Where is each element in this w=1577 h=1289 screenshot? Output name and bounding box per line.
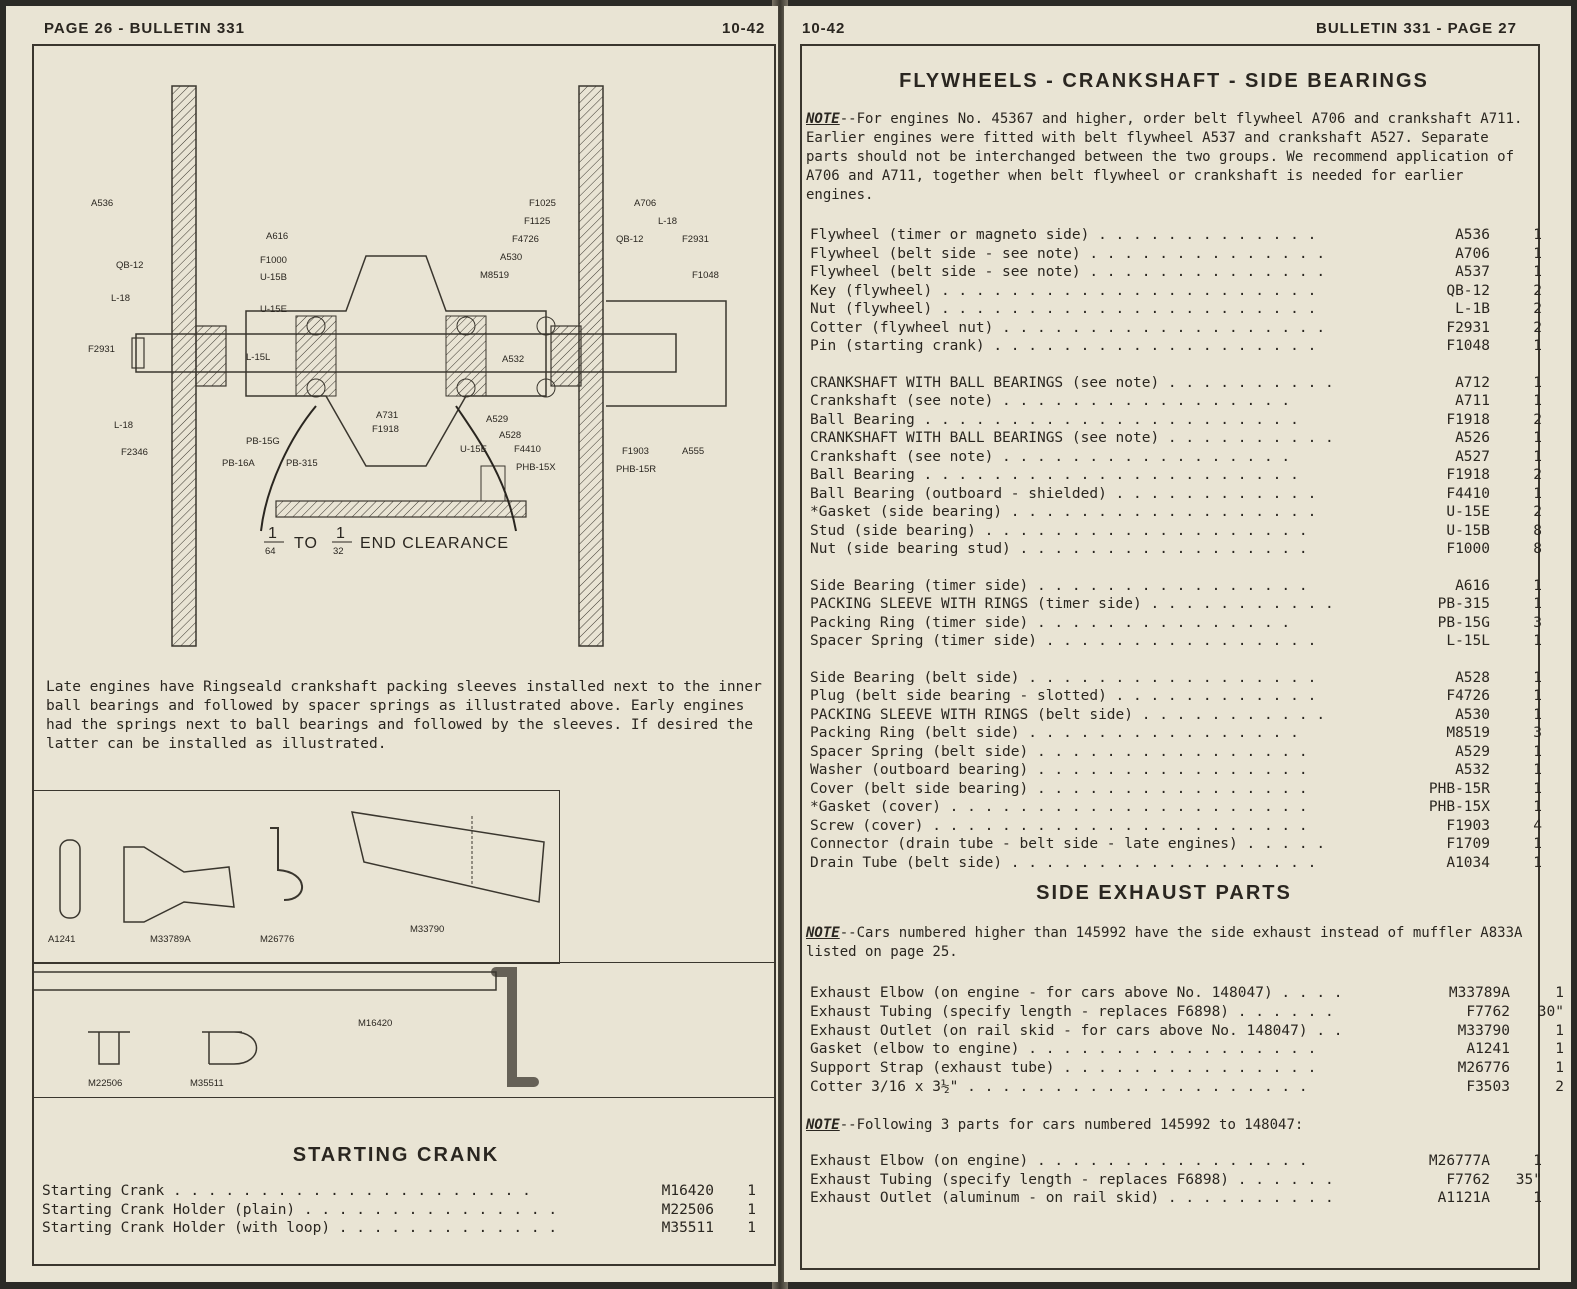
part-quantity: 2 (1533, 282, 1542, 299)
part-quantity: 1 (1533, 227, 1542, 243)
part-number: A712 (1455, 374, 1490, 391)
diagram-callout-label: U-15B (260, 272, 287, 283)
part-number: F1000 (1446, 541, 1490, 557)
parts-row (810, 392, 1550, 410)
part-number: A529 (1455, 743, 1490, 760)
part-description: Pin (starting crank) . . . . . . . . . . . . . . . . . . . (810, 338, 1317, 354)
part-number: A711 (1455, 393, 1490, 409)
part-description: CRANKSHAFT WITH BALL BEARINGS (see note) . . . . . . . . . . (810, 430, 1334, 446)
part-description: Spacer Spring (timer side) . . . . . . . . . . . . . . . . (810, 633, 1317, 649)
starting-crank-handle (496, 972, 534, 1082)
part-drawing-label: M35511 (190, 1078, 224, 1089)
note-label: NOTE (806, 1117, 840, 1133)
part-quantity: 8 (1533, 522, 1542, 539)
part-description: Starting Crank Holder (plain) . . . . . . . . . . . . . . . (42, 1201, 558, 1218)
diagram-callout-label: PHB-15R (616, 464, 657, 475)
part-quantity: 3 (1533, 614, 1542, 631)
part-description: Ball Bearing (outboard - shielded) . . . . . . . . . . . . (810, 485, 1317, 502)
parts-row (810, 319, 1550, 337)
parts-row (810, 984, 1570, 1002)
part-number: PHB-15X (1428, 799, 1490, 815)
part-number: L-1B (1455, 301, 1490, 317)
part-number: A706 (1455, 245, 1490, 262)
rail-skid (276, 501, 526, 517)
diagram-callout-label: PB-16A (222, 458, 255, 469)
part-number: PB-15G (1437, 614, 1490, 631)
parts-row (810, 761, 1550, 779)
part-number: F7762 (1466, 1003, 1510, 1020)
belt-flywheel-hub (551, 326, 581, 386)
part-description: Starting Crank . . . . . . . . . . . . . . . . . . . . . (42, 1183, 531, 1199)
part-number: A528 (1455, 669, 1490, 686)
crank-holder-loop-drawing (202, 1032, 257, 1064)
left-page-date: 10-42 (722, 20, 766, 37)
parts-row (810, 614, 1550, 632)
timer-side-bearing (296, 316, 336, 396)
part-quantity: 1 (1533, 688, 1542, 704)
part-number: PHB-15R (1428, 780, 1490, 797)
part-description: Cotter (flywheel nut) . . . . . . . . . . . . . . . . . . . (810, 319, 1326, 336)
part-number: L-15L (1446, 633, 1490, 649)
exhaust-elbow-drawing (124, 847, 234, 922)
part-description: Crankshaft (see note) . . . . . . . . . . . . . . . . . (810, 448, 1291, 465)
left-page-header: PAGE 26 - BULLETIN 331 (44, 20, 245, 37)
diagram-callout-label: A731 (376, 410, 399, 421)
part-quantity: 1 (1533, 1190, 1542, 1206)
part-quantity: 1 (1533, 448, 1542, 465)
part-drawing-label: A1241 (48, 934, 76, 945)
part-number: A537 (1455, 264, 1490, 280)
part-description: Flywheel (timer or magneto side) . . . . . . . . . . . . . (810, 227, 1317, 243)
diagram-callout-label: F4726 (512, 234, 539, 245)
part-description: *Gasket (cover) . . . . . . . . . . . . . . . . . . . . . (810, 799, 1308, 815)
parts-row (810, 1152, 1550, 1170)
side-exhaust-title: SIDE EXHAUST PARTS (1036, 882, 1292, 904)
part-quantity: 1 (1533, 799, 1542, 815)
part-number: F1903 (1446, 817, 1490, 834)
part-number: F4726 (1446, 688, 1490, 704)
support-strap-drawing (270, 828, 302, 900)
part-description: Exhaust Outlet (on rail skid - for cars above No. 148047) . . (810, 1022, 1343, 1039)
clearance-fraction-1-den: 64 (265, 546, 276, 557)
part-quantity: 35" (1515, 1171, 1542, 1188)
diagram-callout-label: A555 (682, 446, 705, 457)
diagram-callout-label: L-18 (114, 420, 134, 431)
part-quantity: 1 (747, 1183, 756, 1199)
clearance-fraction-1-num: 1 (268, 525, 278, 542)
part-number: U-15B (1446, 522, 1490, 539)
diagram-callout-label: F2931 (88, 344, 115, 355)
parts-row (810, 854, 1550, 872)
diagram-callout-label: A530 (500, 252, 523, 263)
part-description: Ball Bearing . . . . . . . . . . . . . . . . . . . . . . (810, 467, 1299, 483)
clearance-fraction-2-num: 1 (336, 525, 346, 542)
crank-holder-plain-drawing (88, 1032, 130, 1064)
diagram-callout-label: QB-12 (116, 260, 144, 271)
left-page (6, 6, 778, 1282)
exhaust-outlet-drawing (352, 812, 544, 902)
part-description: Connector (drain tube - belt side - late engines) . . . . . (810, 836, 1326, 852)
part-description: Ball Bearing . . . . . . . . . . . . . . . . . . . . . . (810, 411, 1299, 428)
part-description: CRANKSHAFT WITH BALL BEARINGS (see note) . . . . . . . . . . (810, 374, 1334, 391)
diagram-callout-label: PHB-15X (516, 462, 556, 473)
part-number: A616 (1455, 577, 1490, 594)
diagram-callout-label: F2931 (682, 234, 709, 245)
part-number: A532 (1455, 762, 1490, 778)
right-page-header: BULLETIN 331 - PAGE 27 (1316, 20, 1517, 37)
part-description: PACKING SLEEVE WITH RINGS (timer side) . . . . . . . . . . . (810, 596, 1334, 612)
part-number: F1048 (1446, 338, 1490, 354)
part-description: Crankshaft (see note) . . . . . . . . . . . . . . . . . (810, 393, 1291, 409)
parts-row (810, 503, 1550, 521)
exhaust-note (806, 924, 1531, 962)
parts-row (810, 706, 1550, 724)
diagram-callout-label: A706 (634, 198, 657, 209)
parts-row (810, 411, 1550, 429)
part-quantity: 1 (1555, 985, 1564, 1001)
parts-row (810, 798, 1550, 816)
diagram-callout-label: F1918 (372, 424, 399, 435)
part-drawing-label: M22506 (88, 1078, 123, 1089)
diagram-callout-label: F1025 (529, 198, 556, 209)
part-description: Flywheel (belt side - see note) . . . . . . . . . . . . . . (810, 245, 1326, 262)
diagram-callout-label: F2346 (121, 447, 148, 458)
part-number: A536 (1455, 227, 1490, 243)
diagram-callout-label: F1000 (260, 255, 287, 266)
part-quantity: 1 (1533, 485, 1542, 502)
part-quantity: 1 (1533, 706, 1542, 723)
diagram-callout-label: M8519 (480, 270, 510, 281)
part-description: Cotter 3/16 x 3½" . . . . . . . . . . . . . . . . . . . . (810, 1079, 1308, 1095)
part-number: F4410 (1446, 485, 1490, 502)
part-quantity: 1 (1555, 1041, 1564, 1058)
part-description: Screw (cover) . . . . . . . . . . . . . . . . . . . . . . (810, 817, 1308, 834)
part-quantity: 1 (1533, 762, 1542, 778)
parts-row (810, 835, 1550, 853)
part-quantity: 1 (1533, 338, 1542, 354)
timer-flywheel-rim (172, 86, 196, 646)
ringseald-paragraph: Late engines have Ringseald crankshaft packing sleeves installed next to the inner ball bearings and followed by spacer springs as illustrated above. Early engines had the springs next to ball bearings and followed by the sleeves. If desired the latter can be installed as illustrated. (46, 679, 771, 752)
diagram-callout-label: L-18 (111, 293, 131, 304)
part-number: M26777A (1428, 1153, 1490, 1169)
parts-row (42, 1219, 772, 1237)
part-number: A526 (1455, 430, 1490, 446)
diagram-callout-label: PB-15G (246, 436, 280, 447)
part-drawing-label: M33789A (150, 934, 191, 945)
part-quantity: 1 (747, 1201, 756, 1218)
part-description: Spacer Spring (belt side) . . . . . . . . . . . . . . . . (810, 743, 1308, 760)
belt-side-bearing (446, 316, 486, 396)
part-description: Packing Ring (belt side) . . . . . . . . . . . . . . . . (810, 725, 1299, 741)
part-drawing-label: M16420 (358, 1018, 393, 1029)
diagram-callout-label: A532 (502, 354, 525, 365)
part-quantity: 8 (1533, 541, 1542, 557)
diagram-callout-label: U-15E (260, 304, 287, 315)
parts-row (810, 743, 1550, 761)
note-text: --Following 3 parts for cars numbered 145992 to 148047: (839, 1117, 1304, 1133)
diagram-callout-label: F1125 (524, 216, 551, 227)
parts-row (810, 300, 1550, 318)
part-quantity: 1 (1533, 743, 1542, 760)
parts-row (810, 817, 1550, 835)
part-description: Drain Tube (belt side) . . . . . . . . . . . . . . . . . . (810, 854, 1317, 871)
part-description: Gasket (elbow to engine) . . . . . . . . . . . . . . . . . (810, 1041, 1317, 1058)
part-description: Starting Crank Holder (with loop) . . . . . . . . . . . . . (42, 1220, 558, 1236)
parts-row (810, 632, 1550, 650)
flywheel-note (806, 110, 1531, 205)
part-number: F1918 (1446, 411, 1490, 428)
parts-row (810, 522, 1550, 540)
diagram-callout-label: A616 (266, 231, 289, 242)
parts-row (810, 1078, 1570, 1096)
parts-row (810, 1189, 1550, 1207)
part-quantity: 2 (1533, 319, 1542, 336)
parts-row (810, 466, 1550, 484)
part-description: *Gasket (side bearing) . . . . . . . . . . . . . . . . . . (810, 504, 1317, 520)
diagram-callout-label: A528 (499, 430, 522, 441)
diagram-callout-label: F1048 (692, 270, 719, 281)
parts-row (810, 1171, 1550, 1189)
part-quantity: 1 (1533, 374, 1542, 391)
diagram-callout-label: PB-315 (286, 458, 318, 469)
part-number: A527 (1455, 448, 1490, 465)
part-quantity: 1 (1533, 836, 1542, 852)
parts-row (810, 429, 1550, 447)
part-quantity: 1 (1533, 430, 1542, 446)
part-number: F3503 (1466, 1079, 1510, 1095)
part-quantity: 3 (1533, 725, 1542, 741)
starting-crank-drawing (34, 972, 496, 990)
part-description: Washer (outboard bearing) . . . . . . . . . . . . . . . . (810, 762, 1308, 778)
part-number: F1709 (1446, 836, 1490, 852)
part-quantity: 2 (1533, 411, 1542, 428)
parts-row (810, 374, 1550, 392)
diagram-callout-label: F4410 (514, 444, 541, 455)
part-description: Side Bearing (timer side) . . . . . . . . . . . . . . . . (810, 577, 1308, 594)
part-quantity: 1 (1533, 669, 1542, 686)
parts-row (810, 282, 1550, 300)
parts-row (42, 1182, 772, 1200)
parts-row (810, 780, 1550, 798)
crankshaft-cross-section-diagram (46, 76, 746, 666)
part-drawing-label: M33790 (410, 924, 445, 935)
diagram-callout-label: L-18 (658, 216, 678, 227)
parts-row (810, 595, 1550, 613)
diagram-callout-label: L-15L (246, 352, 271, 363)
part-description: Nut (flywheel) . . . . . . . . . . . . . . . . . . . . . . (810, 301, 1317, 317)
part-quantity: 4 (1533, 817, 1542, 834)
note-label: NOTE (806, 111, 840, 127)
parts-row (42, 1201, 772, 1219)
clearance-to: TO (294, 535, 318, 552)
part-quantity: 1 (1555, 1060, 1564, 1077)
part-number: F2931 (1446, 319, 1490, 336)
gasket-drawing (60, 840, 80, 918)
flywheel-nut-left (132, 338, 144, 368)
part-quantity: 2 (1555, 1079, 1564, 1095)
part-quantity: 2 (1533, 467, 1542, 483)
part-number: F1918 (1446, 467, 1490, 483)
part-quantity: 2 (1533, 301, 1542, 317)
late-exhaust-note (806, 1116, 1526, 1135)
parts-row (810, 669, 1550, 687)
parts-row (810, 485, 1550, 503)
right-page (784, 6, 1571, 1282)
part-number: A1034 (1446, 854, 1490, 871)
part-number: PB-315 (1437, 596, 1490, 612)
part-quantity: 1 (1533, 780, 1542, 797)
part-description: Exhaust Elbow (on engine - for cars above No. 148047) . . . . (810, 985, 1343, 1001)
part-description: Exhaust Elbow (on engine) . . . . . . . . . . . . . . . . (810, 1153, 1308, 1169)
parts-row (810, 724, 1550, 742)
parts-row (810, 1059, 1570, 1077)
diagram-callout-label: F1903 (622, 446, 649, 457)
part-quantity: 2 (1533, 504, 1542, 520)
part-description: Exhaust Tubing (specify length - replaces F6898) . . . . . . (810, 1003, 1334, 1020)
parts-drawings (34, 792, 774, 1096)
note-text: --For engines No. 45367 and higher, order belt flywheel A706 and crankshaft A711. Earlier engines were fitted with belt flywheel A537 and crankshaft A527. Separate parts should not be interchanged between the two groups. We recommend application of A706 and A711, together when belt flywheel or crankshaft is needed for earlier engines. (806, 111, 1531, 203)
parts-row (810, 577, 1550, 595)
part-description: Nut (side bearing stud) . . . . . . . . . . . . . . . . . (810, 541, 1308, 557)
part-description: Cover (belt side bearing) . . . . . . . . . . . . . . . . (810, 780, 1308, 797)
part-quantity: 1 (1533, 854, 1542, 871)
part-quantity: 1 (1555, 1022, 1564, 1039)
part-quantity: 1 (1533, 633, 1542, 649)
parts-row (810, 448, 1550, 466)
part-description: Packing Ring (timer side) . . . . . . . . . . . . . . . (810, 614, 1291, 631)
note-text: --Cars numbered higher than 145992 have the side exhaust instead of muffler A833A listed on page 25. (806, 925, 1531, 960)
part-number: M8519 (1446, 725, 1490, 741)
part-quantity: 1 (1533, 264, 1542, 280)
parts-row (810, 1040, 1570, 1058)
part-description: Side Bearing (belt side) . . . . . . . . . . . . . . . . . (810, 669, 1317, 686)
part-description: Stud (side bearing) . . . . . . . . . . . . . . . . . . . (810, 522, 1308, 539)
part-number: M33789A (1448, 985, 1510, 1001)
part-number: U-15E (1446, 504, 1490, 520)
right-page-date: 10-42 (802, 20, 846, 37)
part-drawing-label: M26776 (260, 934, 295, 945)
timer-flywheel-hub (196, 326, 226, 386)
parts-row (810, 1022, 1570, 1040)
part-number: A530 (1455, 706, 1490, 723)
parts-row (810, 263, 1550, 281)
part-quantity: 1 (747, 1220, 756, 1236)
parts-row (810, 540, 1550, 558)
clearance-label: END CLEARANCE (360, 535, 510, 552)
part-number: QB-12 (1446, 282, 1490, 299)
diagram-callout-label: QB-12 (616, 234, 644, 245)
part-description: Key (flywheel) . . . . . . . . . . . . . . . . . . . . . . (810, 282, 1317, 299)
part-quantity: 1 (1533, 245, 1542, 262)
part-description: PACKING SLEEVE WITH RINGS (belt side) . . . . . . . . . . . (810, 706, 1326, 723)
belt-side-cover (606, 301, 726, 406)
belt-flywheel-rim (579, 86, 603, 646)
diagram-callout-label: U-15E (460, 444, 487, 455)
diagram-callout-label: A536 (91, 198, 114, 209)
diagram-callout-label: A529 (486, 414, 509, 425)
parts-row (810, 245, 1550, 263)
part-number: M26776 (1457, 1060, 1510, 1077)
starting-crank-title: STARTING CRANK (292, 1144, 500, 1166)
clearance-fraction-2-den: 32 (333, 546, 344, 557)
part-number: M35511 (661, 1220, 714, 1236)
parts-row (810, 337, 1550, 355)
part-description: Exhaust Outlet (aluminum - on rail skid) . . . . . . . . . . (810, 1190, 1334, 1206)
note-label: NOTE (806, 925, 840, 941)
part-quantity: 1 (1533, 393, 1542, 409)
part-description: Flywheel (belt side - see note) . . . . . . . . . . . . . . (810, 264, 1326, 280)
flywheels-title: FLYWHEELS - CRANKSHAFT - SIDE BEARINGS (899, 70, 1429, 92)
part-quantity: 30" (1537, 1003, 1564, 1020)
parts-row (810, 687, 1550, 705)
part-number: M22506 (661, 1201, 714, 1218)
part-number: A1121A (1437, 1190, 1490, 1206)
parts-row (810, 1003, 1570, 1021)
part-number: M16420 (661, 1183, 714, 1199)
part-description: Plug (belt side bearing - slotted) . . . . . . . . . . . . (810, 688, 1317, 704)
part-number: F7762 (1446, 1171, 1490, 1188)
parts-row (810, 226, 1550, 244)
part-number: M33790 (1457, 1022, 1510, 1039)
part-number: A1241 (1466, 1041, 1510, 1058)
part-quantity: 1 (1533, 1153, 1542, 1169)
part-description: Exhaust Tubing (specify length - replaces F6898) . . . . . . (810, 1171, 1334, 1188)
part-quantity: 1 (1533, 577, 1542, 594)
part-description: Support Strap (exhaust tube) . . . . . . . . . . . . . . . (810, 1060, 1317, 1077)
part-quantity: 1 (1533, 596, 1542, 612)
